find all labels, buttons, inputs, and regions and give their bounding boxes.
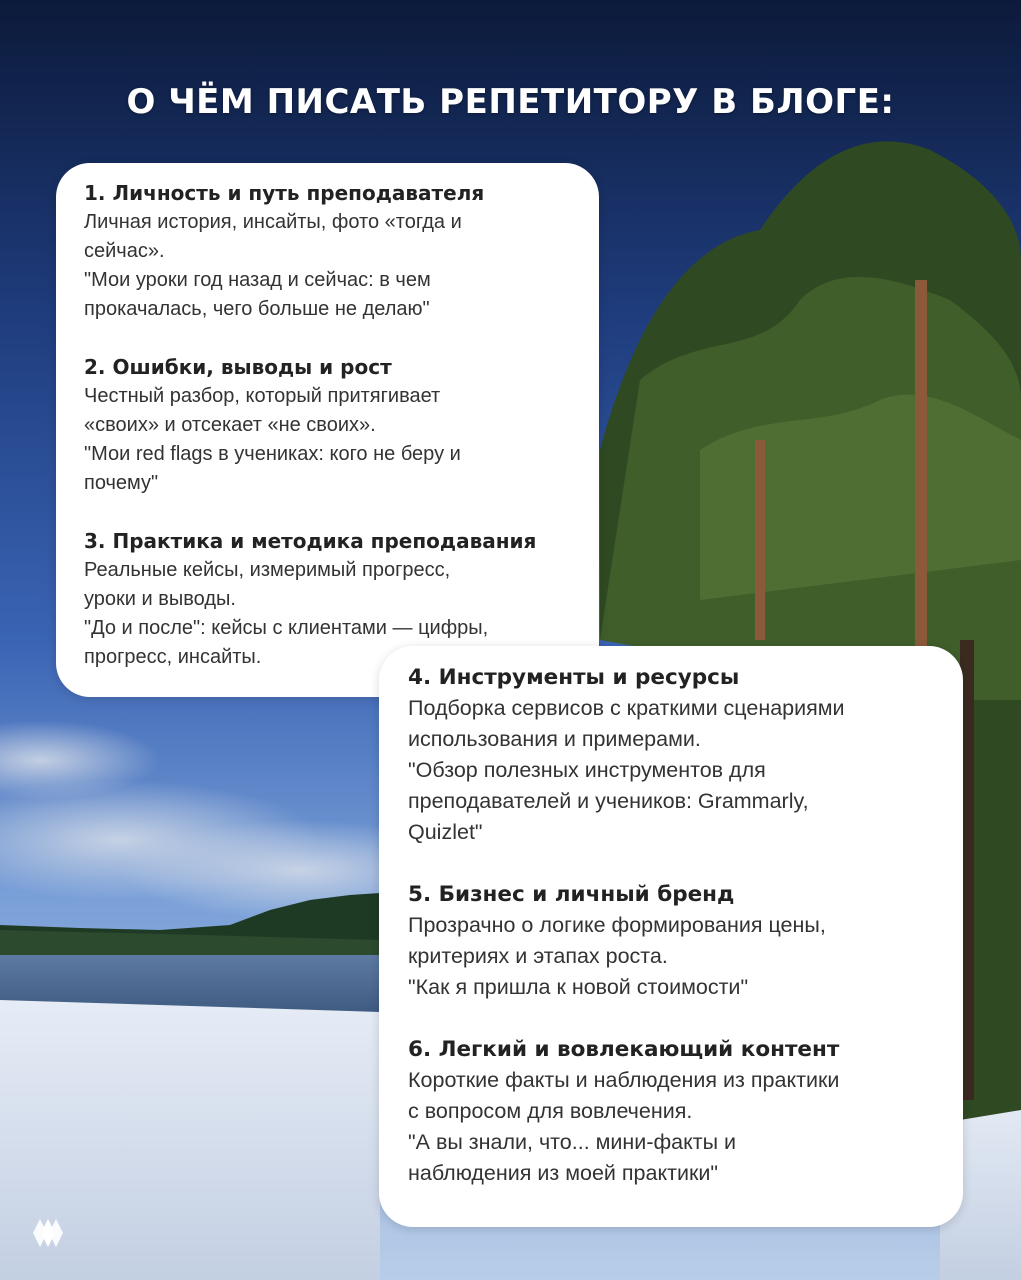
topic-line: с вопросом для вовлечения. xyxy=(408,1099,693,1123)
topic-section xyxy=(84,179,579,324)
topic-line: «своих» и отсекает «не своих». xyxy=(84,414,376,436)
topic-heading: 1. Личность и путь преподавателя xyxy=(84,181,485,205)
topic-line: "До и после": кейсы с клиентами — цифры, xyxy=(84,617,489,639)
topic-line: "А вы знали, что... мини-факты и xyxy=(408,1130,737,1154)
topic-line: Честный разбор, который притягивает xyxy=(84,385,441,407)
topic-heading: 3. Практика и методика преподавания xyxy=(84,529,537,553)
topic-heading: 2. Ошибки, выводы и рост xyxy=(84,355,392,379)
topic-line: Личная история, инсайты, фото «тогда и xyxy=(84,211,462,233)
topic-line: "Как я пришла к новой стоимости" xyxy=(408,975,749,999)
topic-line: прогресс, инсайты. xyxy=(84,646,262,668)
topic-line: Quizlet" xyxy=(408,820,483,844)
topic-heading: 4. Инструменты и ресурсы xyxy=(408,665,740,690)
topic-heading: 5. Бизнес и личный бренд xyxy=(408,882,735,907)
page-title: О ЧЁМ ПИСАТЬ РЕПЕТИТОРУ В БЛОГЕ: xyxy=(126,82,895,122)
topics-card-2 xyxy=(379,646,963,1227)
topic-line: Короткие факты и наблюдения из практики xyxy=(408,1068,840,1092)
topic-line: уроки и выводы. xyxy=(84,588,236,610)
topic-line: прокачалась, чего больше не делаю" xyxy=(84,298,430,320)
topic-line: почему" xyxy=(84,472,159,494)
topic-section xyxy=(408,662,943,848)
topic-line: Подборка сервисов с краткими сценариями xyxy=(408,696,845,720)
topics-card-1 xyxy=(56,163,599,697)
topic-line: "Обзор полезных инструментов для xyxy=(408,758,766,782)
topic-line: Прозрачно о логике формирования цены, xyxy=(408,913,826,937)
topic-section xyxy=(408,879,943,1003)
diamond-logo-icon xyxy=(30,1216,64,1250)
topic-line: наблюдения из моей практики" xyxy=(408,1161,719,1185)
topic-line: Реальные кейсы, измеримый прогресс, xyxy=(84,559,451,581)
topic-section xyxy=(84,353,579,498)
topic-line: критериях и этапах роста. xyxy=(408,944,668,968)
topic-line: использования и примерами. xyxy=(408,727,701,751)
topic-section xyxy=(408,1034,943,1189)
topic-line: сейчас». xyxy=(84,240,165,262)
topic-line: "Мои уроки год назад и сейчас: в чем xyxy=(84,269,431,291)
topic-heading: 6. Легкий и вовлекающий контент xyxy=(408,1037,840,1062)
topic-line: преподавателей и учеников: Grammarly, xyxy=(408,789,809,813)
topic-line: "Мои red flags в учениках: кого не беру и xyxy=(84,443,461,465)
